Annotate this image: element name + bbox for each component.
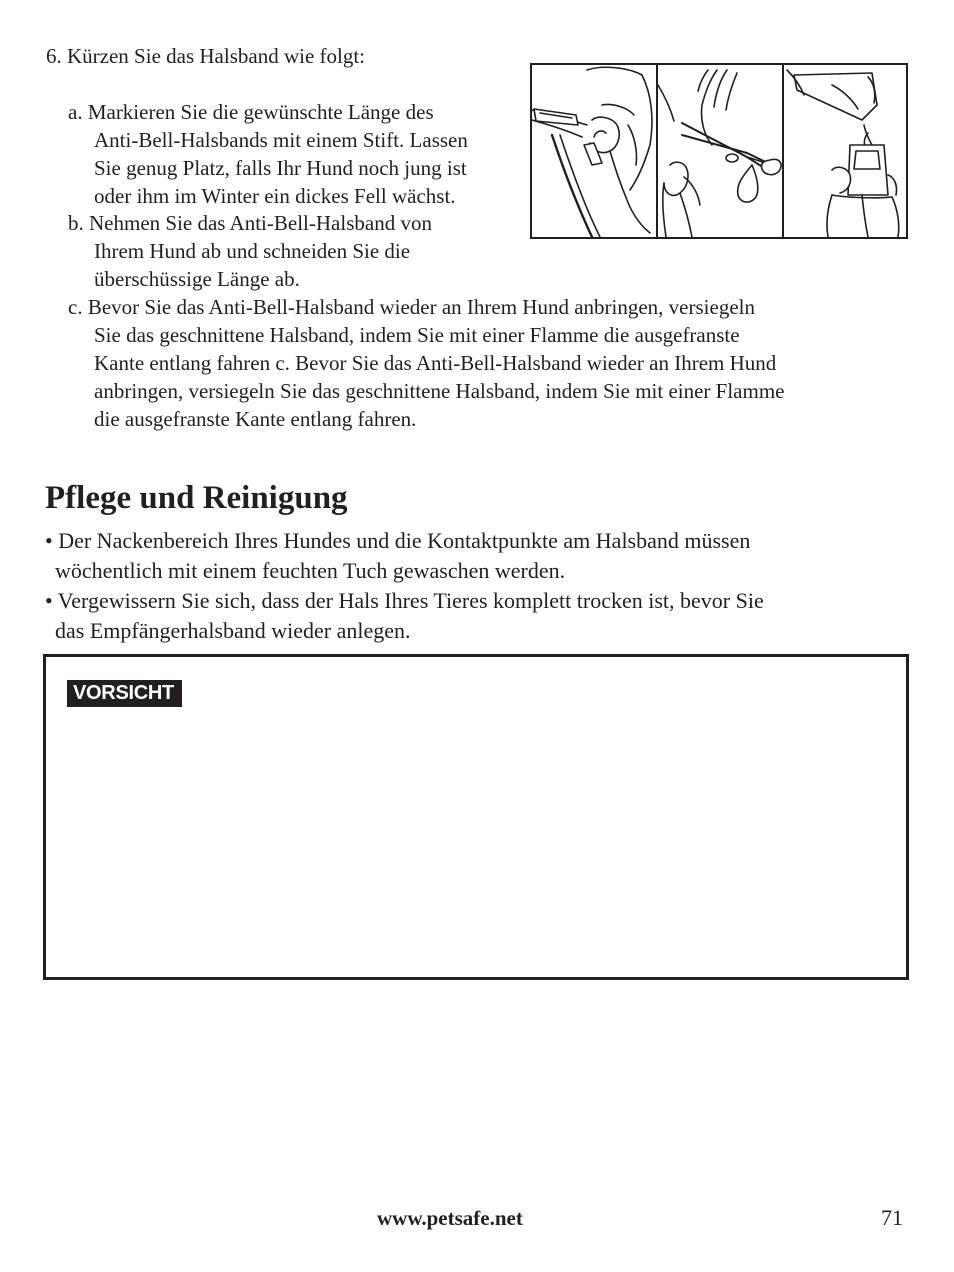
step-6c-text [68, 293, 785, 433]
care-heading: Pflege und Reinigung [45, 480, 348, 516]
care-bullet-line: wöchentlich mit einem feuchten Tuch gewaschen werden. [55, 558, 566, 583]
step-6-title: 6. Kürzen Sie das Halsband wie folgt: [46, 44, 366, 68]
footer-url: www.petsafe.net [377, 1206, 523, 1230]
step-6c-line: anbringen, versiegeln Sie das geschnittene Halsband, indem Sie mit einer Flamme [94, 379, 785, 403]
mark-collar-panel [532, 67, 652, 237]
step-6b-text [68, 209, 432, 293]
care-bullet-list [45, 526, 764, 646]
caution-badge: VORSICHT [67, 680, 182, 707]
step-6b-line: Ihrem Hund ab und schneiden Sie die [94, 239, 411, 263]
step-6c-line: die ausgefranste Kante entlang fahren. [94, 407, 417, 431]
step-6a-line: Anti-Bell-Halsbands mit einem Stift. Lassen [94, 128, 468, 152]
step-6a-line: a. Markieren Sie die gewünschte Länge des [68, 100, 434, 124]
seal-edge-panel [787, 70, 899, 237]
care-bullet-line: • Der Nackenbereich Ihres Hundes und die Kontaktpunkte am Halsband müssen [45, 528, 751, 553]
step-6c-line: Sie das geschnittene Halsband, indem Sie mit einer Flamme die ausgefranste [94, 323, 740, 347]
cut-collar-panel [658, 70, 781, 237]
step-6a-line: oder ihm im Winter ein dickes Fell wächst. [94, 184, 456, 208]
step-6c-line: Kante entlang fahren c. Bevor Sie das Anti-Bell-Halsband wieder an Ihrem Hund [94, 351, 777, 375]
care-bullet-line: das Empfängerhalsband wieder anlegen. [55, 618, 411, 643]
caution-box [43, 654, 909, 980]
collar-trimming-illustration [530, 63, 908, 239]
step-6a-line: Sie genug Platz, falls Ihr Hund noch jung ist [94, 156, 467, 180]
step-6b-line: überschüssige Länge ab. [94, 267, 300, 291]
step-6c-line: c. Bevor Sie das Anti-Bell-Halsband wieder an Ihrem Hund anbringen, versiegeln [68, 295, 755, 319]
step-6b-line: b. Nehmen Sie das Anti-Bell-Halsband von [68, 211, 432, 235]
step-6a-text [68, 98, 468, 210]
care-bullet-line: • Vergewissern Sie sich, dass der Hals Ihres Tieres komplett trocken ist, bevor Sie [45, 588, 764, 613]
page-number: 71 [881, 1205, 903, 1230]
